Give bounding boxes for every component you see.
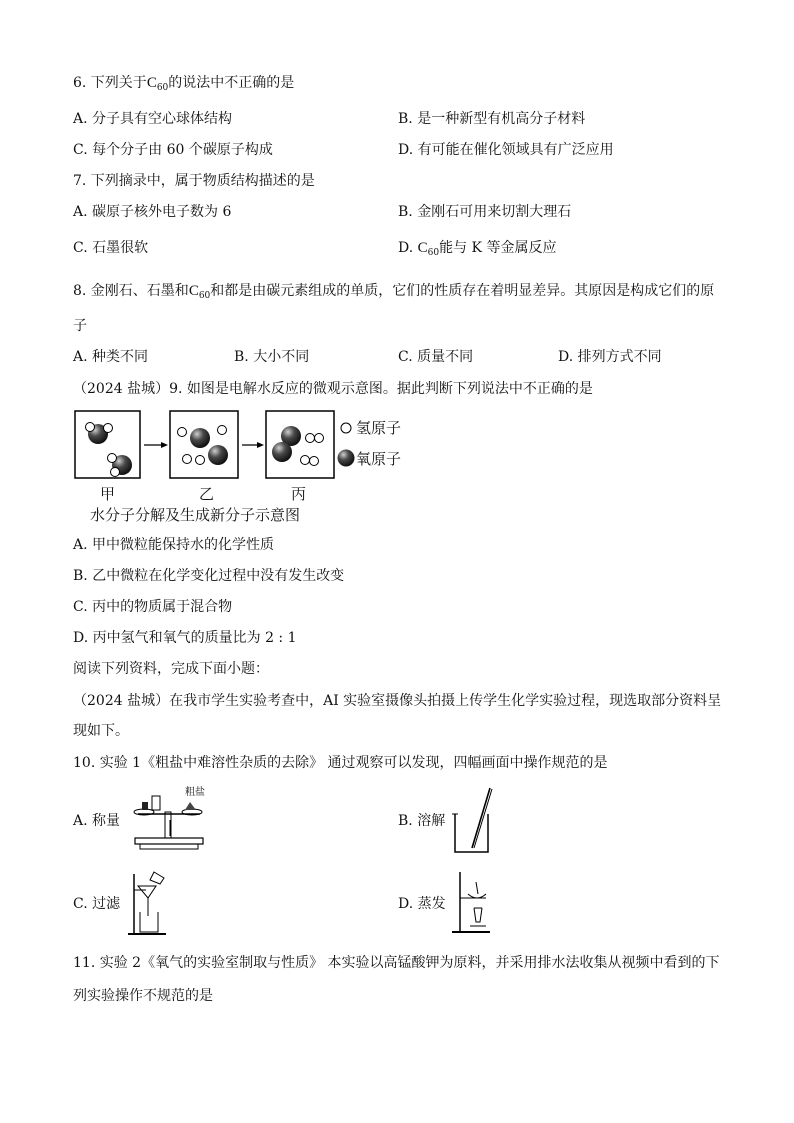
hydrogen-atom (108, 454, 117, 463)
q9-option-b: B. 乙中微粒在化学变化过程中没有发生改变 (73, 568, 345, 584)
box-label-bing: 丙 (291, 485, 307, 503)
oxygen-atom (272, 442, 292, 462)
q11-stem-line2: 列实验操作不规范的是 (73, 988, 213, 1004)
hydrogen-atom (301, 456, 310, 465)
hydrogen-atom (86, 423, 95, 432)
q7-option-d: D. $C_{60}$能与 K 等金属反应 (398, 240, 557, 258)
q8-option-b: B. 大小不同 (234, 349, 310, 365)
q7-option-b: B. 金刚石可用来切割大理石 (398, 204, 572, 220)
hydrogen-atom (315, 434, 324, 443)
legend-oxygen-icon (338, 450, 355, 467)
q10-option-b: B. 溶解 (398, 813, 446, 829)
q8-option-d: D. 排列方式不同 (558, 349, 662, 365)
arrow-head (161, 442, 168, 448)
q10-option-c: C. 过滤 (73, 896, 121, 912)
q6-option-c: C. 每个分子由 60 个碳原子构成 (73, 142, 273, 158)
q8-option-a: A. 种类不同 (73, 349, 149, 365)
q9-option-d: D. 丙中氢气和氧气的质量比为 2 : 1 (73, 630, 297, 646)
legend-hydrogen-icon (341, 423, 351, 433)
hydrogen-atom (183, 455, 192, 464)
q7-option-a: A. 碳原子核外电子数为 6 (73, 204, 232, 220)
box-label-yi: 乙 (199, 485, 215, 503)
arrow-head (257, 442, 264, 448)
legend-hydrogen-label: 氢原子 (356, 419, 402, 437)
dissolving-image (450, 786, 500, 856)
q7-option-c: C. 石墨很软 (73, 240, 149, 256)
q7-stem: 7. 下列摘录中，属于物质结构描述的是 (73, 173, 315, 189)
reading-para-line2: 现如下。 (73, 723, 129, 739)
evaporation-image (450, 868, 500, 938)
q9-option-c: C. 丙中的物质属于混合物 (73, 599, 233, 615)
oxygen-atom (190, 428, 210, 448)
diagram-caption: 水分子分解及生成新分子示意图 (90, 506, 301, 524)
hydrogen-atom (104, 424, 113, 433)
q6-option-a: A. 分子具有空心球体结构 (73, 111, 233, 127)
hydrogen-atom (178, 428, 187, 437)
q9-stem: （2024 盐城）9. 如图是电解水反应的微观示意图。据此判断下列说法中不正确的是 (73, 381, 593, 397)
q6-option-d: D. 有可能在催化领域具有广泛应用 (398, 142, 614, 158)
reading-intro: 阅读下列资料，完成下面小题： (73, 661, 269, 677)
balance-weighing-image (130, 787, 210, 856)
oxygen-atom (208, 445, 228, 465)
hydrogen-atom (196, 456, 205, 465)
q10-option-a: A. 称量 (73, 813, 121, 829)
q11-stem-line1: 11. 实验 2《氧气的实验室制取与性质》 本实验以高锰酸钾为原料，并采用排水法收集从视频中看到的下 (73, 955, 720, 971)
q10-option-d: D. 蒸发 (398, 896, 446, 912)
crude-salt-label: 粗盐 (185, 787, 205, 798)
q9-option-a: A. 甲中微粒能保持水的化学性质 (73, 537, 275, 553)
q8-option-c: C. 质量不同 (398, 349, 474, 365)
hydrogen-atom (218, 426, 227, 435)
q8-stem-line2: 子 (73, 318, 87, 334)
box-label-jia: 甲 (100, 485, 116, 503)
reading-para-line1: （2024 盐城）在我市学生实验考查中，AI 实验室摄像头拍摄上传学生化学实验过程，现选取部分资料呈 (73, 693, 722, 709)
hydrogen-atom (111, 468, 120, 477)
q6-stem: 6. 下列关于$C_{60}$的说法中不正确的是 (73, 75, 295, 93)
q10-stem: 10. 实验 1《粗盐中难溶性杂质的去除》 通过观察可以发现，四幅画面中操作规范的是 (73, 755, 608, 771)
hydrogen-atom (310, 457, 319, 466)
q6-option-b: B. 是一种新型有机高分子材料 (398, 111, 586, 127)
filtration-image (126, 868, 176, 938)
q8-stem: 8. 金刚石、石墨和$C_{60}$和都是由碳元素组成的单质，它们的性质存在着明显差异。其原因是构成它们的原 (73, 283, 715, 301)
legend-oxygen-label: 氧原子 (356, 450, 402, 468)
hydrogen-atom (306, 434, 315, 443)
